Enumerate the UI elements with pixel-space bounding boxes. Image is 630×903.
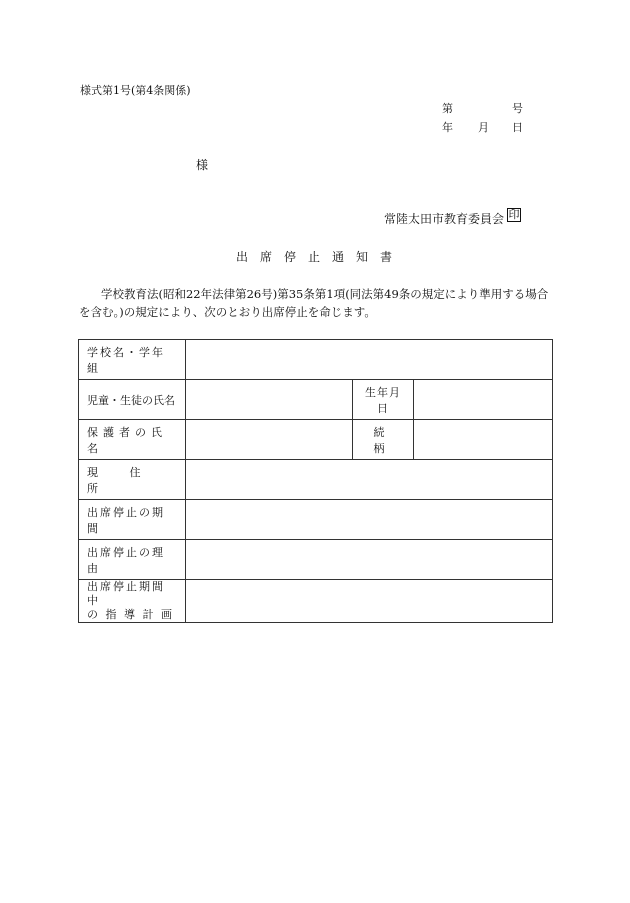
document-title: 出席停止通知書 — [236, 250, 405, 264]
table-row-school — [79, 340, 553, 380]
doc-number-suffix: 号 — [512, 102, 523, 115]
body-text: 学校教育法(昭和22年法律第26号)第35条第1項(同法第49条の規定により準用する場合を含む。)の規定により、次のとおり出席停止を命じます。 — [79, 287, 549, 319]
table-row-guardian — [79, 420, 553, 460]
date-month: 月 — [478, 121, 489, 134]
issuer-name: 常陸太田市教育委員会 — [384, 212, 505, 226]
label-guardian-name: 保護者の氏名 — [79, 420, 186, 460]
seal-box: 印 — [508, 208, 520, 221]
label-guidance-plan-line2: の 指 導 計 画 — [87, 608, 174, 621]
recipient-honorific: 様 — [196, 158, 209, 172]
field-birth-date[interactable] — [414, 380, 553, 420]
document-number-row — [442, 100, 522, 114]
label-guidance-plan-line1: 出席停止期間中 — [87, 580, 165, 607]
label-school-grade: 学校名・学年組 — [79, 340, 186, 380]
label-suspension-reason: 出席停止の理由 — [79, 540, 186, 580]
table-row-guidance — [79, 580, 553, 623]
field-address[interactable] — [186, 460, 553, 500]
label-student-name: 児童・生徒の氏名 — [79, 380, 186, 420]
field-guidance-plan[interactable] — [186, 580, 553, 623]
label-address: 現 住 所 — [79, 460, 186, 500]
label-birth-date: 生年月日 — [353, 380, 414, 420]
label-relationship: 続 柄 — [353, 420, 414, 460]
table-row-student — [79, 380, 553, 420]
table-row-address — [79, 460, 553, 500]
table-row-period — [79, 500, 553, 540]
field-suspension-reason[interactable] — [186, 540, 553, 580]
label-guidance-plan — [79, 580, 186, 623]
doc-number-prefix: 第 — [442, 102, 453, 115]
field-suspension-period[interactable] — [186, 500, 553, 540]
field-school-grade[interactable] — [186, 340, 553, 380]
date-day: 日 — [512, 121, 523, 134]
field-student-name[interactable] — [186, 380, 353, 420]
date-year: 年 — [442, 121, 453, 134]
label-suspension-period: 出席停止の期間 — [79, 500, 186, 540]
field-relationship[interactable] — [414, 420, 553, 460]
table-row-reason — [79, 540, 553, 580]
form-table — [78, 339, 553, 623]
field-guardian-name[interactable] — [186, 420, 353, 460]
form-number: 様式第1号(第4条関係) — [80, 84, 191, 97]
date-row — [442, 119, 522, 133]
